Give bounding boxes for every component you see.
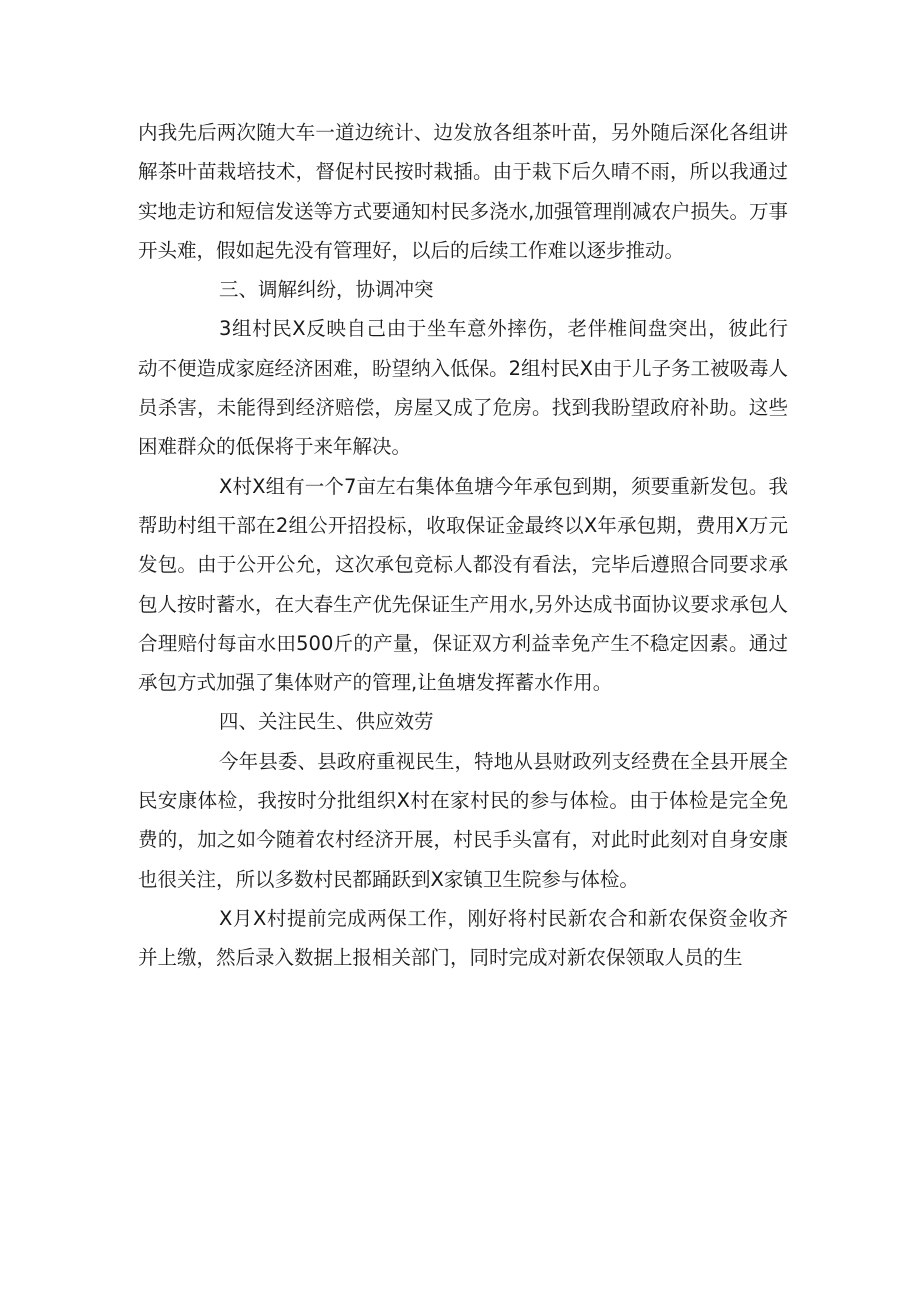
paragraph-continuation: 内我先后两次随大车一道边统计、边发放各组茶叶苗，另外随后深化各组讲解茶叶苗栽培技术，督促村民按时栽插。由于栽下后久晴不雨，所以我通过实地走访和短信发送等方式要通知村民多浇水,加强管理削减农户损失。万事开头难，假如起先没有管理好，以后的后续工作难以逐步推动。 <box>138 121 788 262</box>
paragraph-insurance-work: X月X村提前完成两保工作，刚好将村民新农合和新农保资金收齐并上缴，然后录入数据上报相关部门，同时完成对新农保领取人员的生 <box>138 906 788 970</box>
paragraph-fish-pond-contract: X村X组有一个7亩左右集体鱼塘今年承包到期，须要重新发包。我帮助村组干部在2组公开招投标，收取保证金最终以X年承包期，费用X万元发包。由于公开公允，这次承包竞标人都没有看法，完毕后遵照合同要求承包人按时蓄水，在大春生产优先保证生产用水,另外达成书面协议要求承包人合理赔付每亩水田500斤的产量，保证双方利益幸免产生不稳定因素。通过承包方式加强了集体财产的管理,让鱼塘发挥蓄水作用。 <box>138 474 788 695</box>
section-heading-3: 三、调解纠纷，协调冲突 <box>219 278 434 302</box>
document-body <box>138 113 788 978</box>
paragraph-low-income-cases: 3组村民X反映自己由于坐车意外摔伤，老伴椎间盘突出，彼此行动不便造成家庭经济困难，盼望纳入低保。2组村民X由于儿子务工被吸毒人员杀害，未能得到经济赔偿，房屋又成了危房。找到我盼望政府补助。这些困难群众的低保将于来年解决。 <box>138 317 788 459</box>
paragraph-health-checkup: 今年县委、县政府重视民生，特地从县财政列支经费在全县开展全民安康体检，我按时分批组织X村在家村民的参与体检。由于体检是完全免费的，加之如今随着农村经济开展，村民手头富有，对此时此刻对自身安康也很关注，所以多数村民都踊跃到X家镇卫生院参与体检。 <box>138 749 788 891</box>
section-heading-4: 四、关注民生、供应效劳 <box>219 710 434 734</box>
